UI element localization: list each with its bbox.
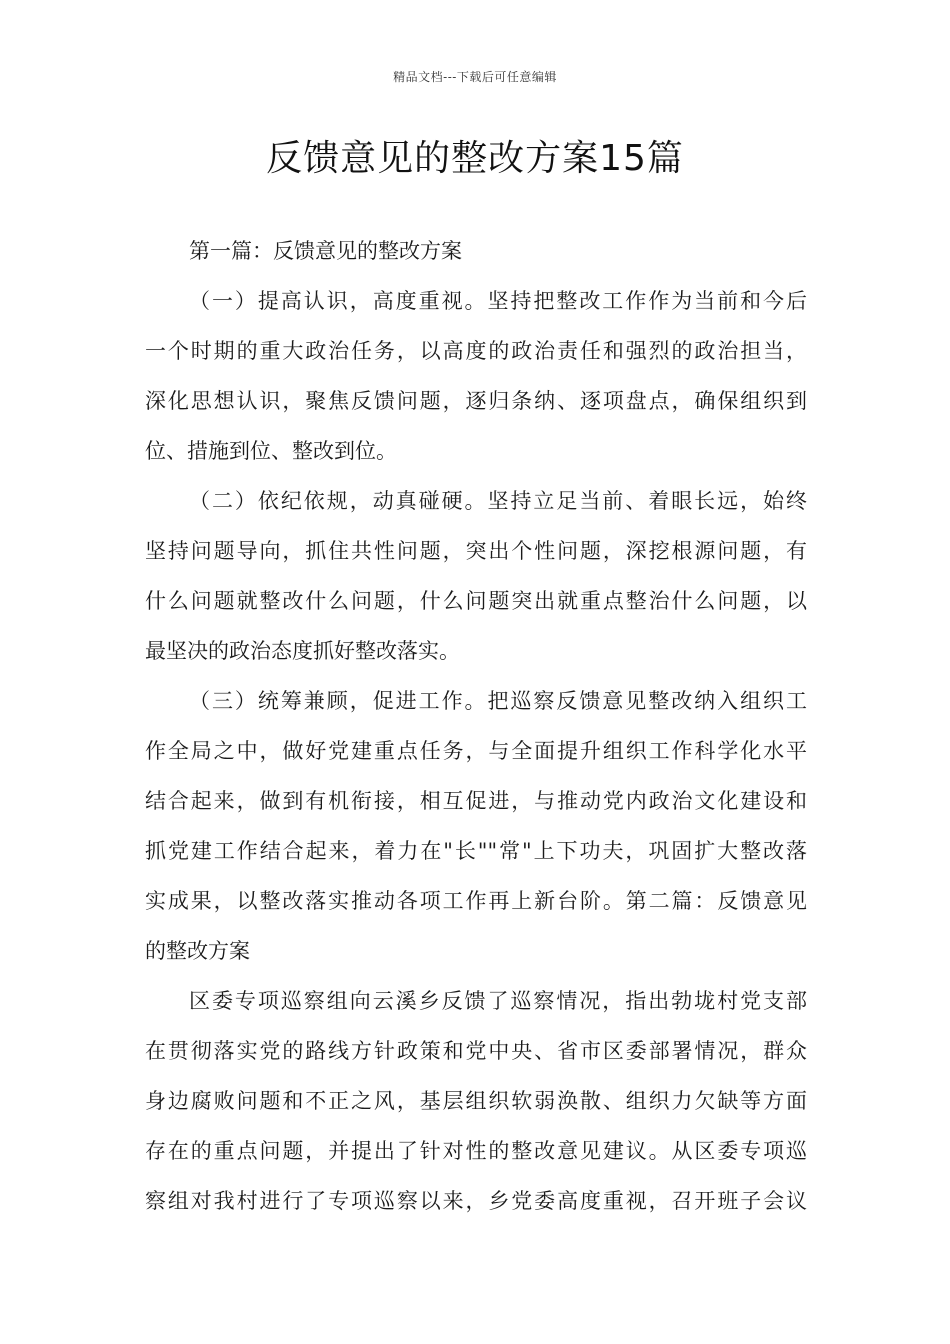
text-line: 存在的重点问题，并提出了针对性的整改意见建议。从区委专项巡 bbox=[145, 1139, 807, 1163]
text-line: （三）统筹兼顾，促进工作。把巡察反馈意见整改纳入组织工 bbox=[189, 689, 807, 713]
text-line: 什么问题就整改什么问题，什么问题突出就重点整治什么问题，以 bbox=[145, 589, 807, 613]
text-line: 深化思想认识，聚焦反馈问题，逐归条纳、逐项盘点，确保组织到 bbox=[145, 389, 807, 413]
text-line: 最坚决的政治态度抓好整改落实。 bbox=[145, 639, 460, 663]
document-title: 反馈意见的整改方案15篇 bbox=[266, 138, 684, 179]
text-line: 实成果，以整改落实推动各项工作再上新台阶。第二篇：反馈意见 bbox=[145, 889, 807, 913]
text-line: 坚持问题导向，抓住共性问题，突出个性问题，深挖根源问题，有 bbox=[145, 539, 807, 563]
document-body bbox=[145, 226, 807, 1226]
text-line: 察组对我村进行了专项巡察以来，乡党委高度重视，召开班子会议 bbox=[145, 1189, 807, 1213]
text-line: （二）依纪依规，动真碰硬。坚持立足当前、着眼长远，始终 bbox=[189, 489, 807, 513]
text-line: （一）提高认识，高度重视。坚持把整改工作作为当前和今后 bbox=[189, 289, 807, 313]
text-line: 作全局之中，做好党建重点任务，与全面提升组织工作科学化水平 bbox=[145, 739, 807, 763]
text-line: 位、措施到位、整改到位。 bbox=[145, 439, 397, 463]
text-line: 在贯彻落实党的路线方针政策和党中央、省市区委部署情况，群众 bbox=[145, 1039, 807, 1063]
text-line: 抓党建工作结合起来，着力在"长""常"上下功夫，巩固扩大整改落 bbox=[145, 839, 807, 863]
text-line: 一个时期的重大政治任务，以高度的政治责任和强烈的政治担当， bbox=[145, 339, 807, 363]
text-line: 区委专项巡察组向云溪乡反馈了巡察情况，指出勃垅村党支部 bbox=[189, 989, 807, 1013]
text-line: 的整改方案 bbox=[145, 939, 250, 963]
text-line: 第一篇：反馈意见的整改方案 bbox=[189, 239, 462, 263]
text-line: 身边腐败问题和不正之风，基层组织软弱涣散、组织力欠缺等方面 bbox=[145, 1089, 807, 1113]
text-line: 结合起来，做到有机衔接，相互促进，与推动党内政治文化建设和 bbox=[145, 789, 807, 813]
page-header: 精品文档---下载后可任意编辑 bbox=[393, 70, 557, 84]
